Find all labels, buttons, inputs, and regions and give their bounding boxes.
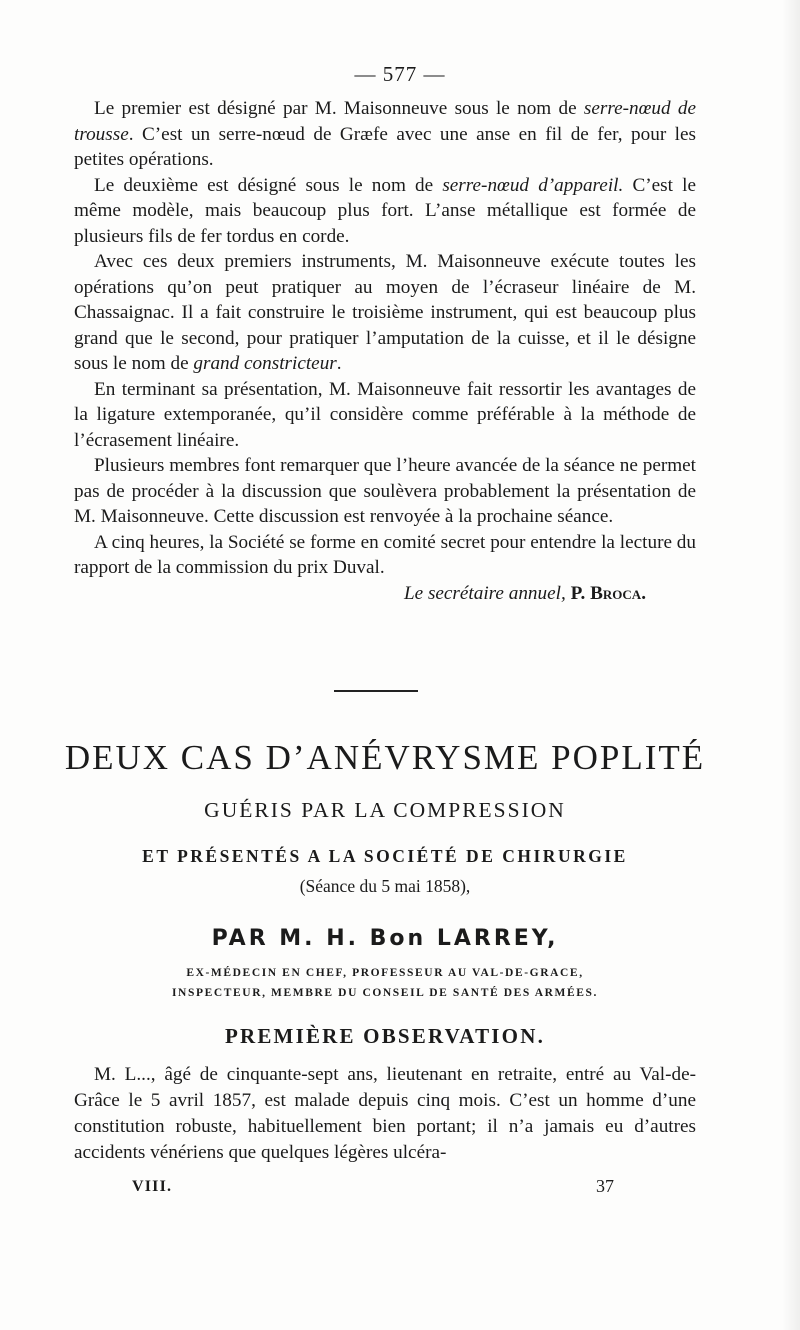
credentials-line-2: INSPECTEUR, MEMBRE DU CONSEIL DE SANTÉ DES ARMÉES. — [171, 987, 599, 999]
paragraph-2 — [74, 173, 696, 250]
paragraph-3-text-a: Avec ces deux premiers instruments, M. Maisonneuve exécute toutes les opérations qu’on peut pratiquer au moyen de l’écraseur linéaire de M. Chassaignac. Il a fait construire le troisième instrument, qui est beaucoup plus grand que le second, pour pratiquer l’amputation de la cuisse, et il le désigne sous le nom de — [74, 251, 696, 374]
paragraph-4: En terminant sa présentation, M. Maisonneuve fait ressortir les avantages de la ligature extemporanée, qu’il considère comme préférable à la méthode de l’écrasement linéaire. — [74, 378, 696, 451]
paragraph-2-text-a: Le deuxième est désigné sous le nom de — [94, 174, 443, 196]
paragraph-1 — [74, 96, 696, 173]
paragraph-5: Plusieurs membres font remarquer que l’heure avancée de la séance ne permet pas de procéder à la discussion que soulèvera probablement la présentation de M. Maisonneuve. Cette discussion est renvoyée à la prochaine séance. — [74, 455, 696, 527]
body-text — [74, 96, 696, 606]
paragraph-3-text-c: . — [336, 353, 342, 374]
page-edge-shadow — [782, 0, 800, 1330]
article-title: DEUX CAS D’ANÉVRYSME POPLITÉ — [64, 738, 706, 777]
paragraph-3-italic: grand constricteur — [193, 353, 337, 374]
page-number: — 577 — — [354, 62, 446, 86]
credentials-line-1: EX-MÉDECIN EN CHEF, PROFESSEUR AU VAL-DE-GRACE, — [186, 967, 584, 979]
signature-mark: VIII. — [132, 1178, 173, 1195]
section-divider-rule — [334, 690, 418, 692]
seance-date: (Séance du 5 mai 1858), — [299, 876, 471, 896]
author-credentials — [0, 963, 770, 1003]
observation-paragraph: M. L..., âgé de cinquante-sept ans, lieutenant en retraite, entré au Val-de-Grâce le 5 avril 1857, est malade depuis cinq mois. C’est un homme d’une constitution robuste, habituellement bien portant; il n’a jamais eu d’autres accidents vénériens que quelques légères ulcéra- — [74, 1064, 696, 1163]
paragraph-1-text-c: . C’est un serre-nœud de Græfe avec une anse en fil de fer, pour les petites opérations. — [74, 123, 696, 170]
paragraph-2-italic: serre-nœud d’appareil. — [442, 174, 624, 196]
secretary-signature — [74, 581, 696, 607]
article-subtitle: GUÉRIS PAR LA COMPRESSION — [204, 798, 566, 822]
paragraph-3 — [74, 249, 696, 377]
paragraph-1-italic: serre-nœud de trousse — [74, 98, 696, 145]
paragraph-6: A cinq heures, la Société se forme en comité secret pour entendre la lecture du rapport de la commission du prix Duval. — [74, 531, 696, 578]
signature-role: Le secrétaire annuel, — [403, 582, 566, 604]
sheet-number: 37 — [596, 1176, 614, 1196]
paragraph-1-text-a: Le premier est désigné par M. Maisonneuve sous le nom de — [94, 98, 584, 119]
section-heading: PREMIÈRE OBSERVATION. — [224, 1024, 546, 1048]
paragraph-2-text-c: C’est le même modèle, mais beaucoup plus fort. L’anse métallique est formée de plusieurs fils de fer tordus en corde. — [74, 174, 696, 247]
article-subtitle-2: ET PRÉSENTÉS A LA SOCIÉTÉ DE CHIRURGIE — [142, 846, 628, 866]
signature-name: P. Broca. — [570, 582, 646, 604]
article-author: PAR M. H. Bon LARREY, — [211, 926, 559, 951]
observation-text — [74, 1062, 696, 1166]
